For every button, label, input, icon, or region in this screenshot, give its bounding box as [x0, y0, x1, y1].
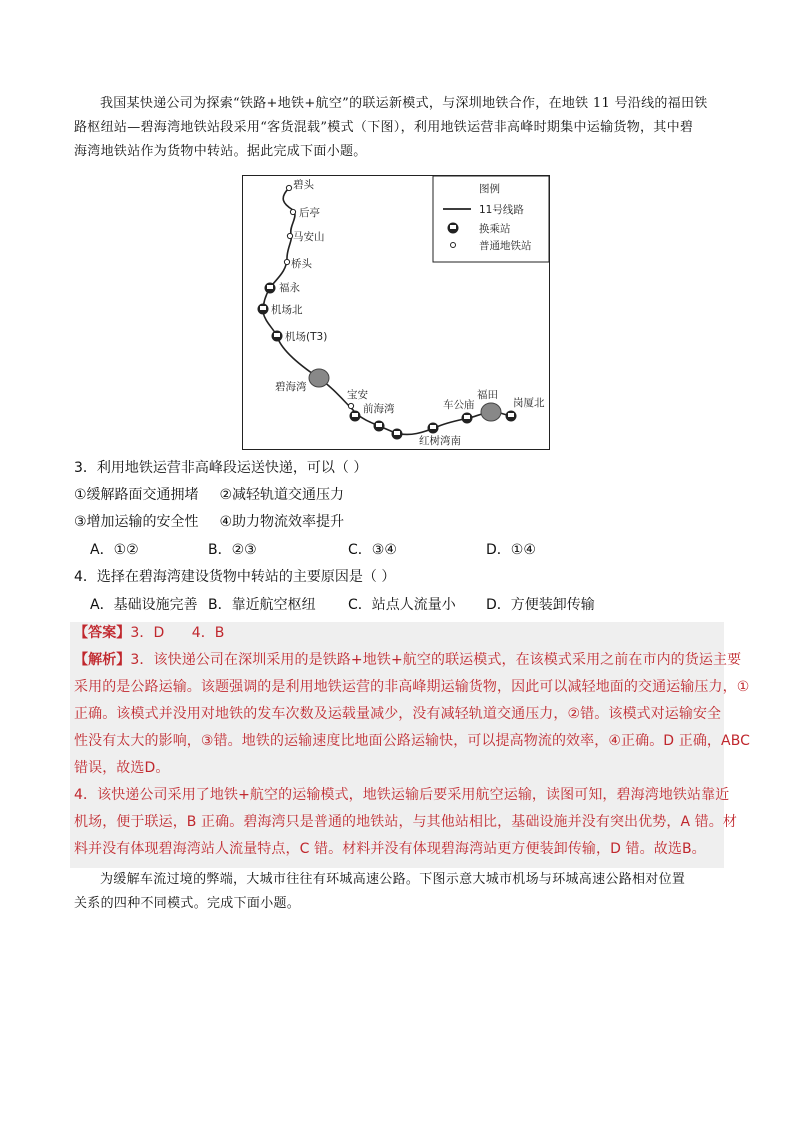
- legend-title: 图例: [479, 183, 500, 195]
- next-intro-line-2: 关系的四种不同模式。完成下面小题。: [74, 896, 301, 911]
- analysis-line-7: 机场，便于联运，B 正确。碧海湾只是普通的地铁站，与其他站相比，基础设施并没有突出优势，A 错。材: [74, 814, 737, 830]
- label-jichang: 机场(T3): [285, 331, 328, 343]
- q4-stem: 4．选择在碧海湾建设货物中转站的主要原因是（ ）: [74, 569, 396, 585]
- transfer-icon-jichang: [272, 331, 283, 342]
- analysis-line-8: 料并没有体现碧海湾站人流量特点，C 错。材料并没有体现碧海湾站更方便装卸传输，D 错。故选B。: [74, 841, 706, 857]
- q3-stem: 3．利用地铁运营非高峰段运送快递，可以（ ）: [74, 460, 368, 476]
- q3-option-c[interactable]: C．③④: [348, 542, 397, 558]
- intro-paragraph: [74, 92, 724, 164]
- label-houting: 后亭: [299, 207, 320, 219]
- q3-option-a[interactable]: A．①②: [90, 542, 139, 558]
- station-dot-qiaotou: [284, 259, 289, 264]
- transfer-icon-jichangbei: [258, 304, 269, 315]
- analysis-line-5: 错误，故选D。: [74, 760, 170, 776]
- analysis-tag: 【解析】: [74, 652, 131, 668]
- label-bitou: 碧头: [293, 179, 314, 191]
- analysis-line-1: [74, 650, 742, 670]
- next-intro-paragraph: [74, 868, 724, 916]
- label-gangxiabei: 岗厦北: [513, 397, 545, 409]
- q4-option-d[interactable]: D．方便装卸传输: [486, 597, 595, 613]
- intro-line-1: 我国某快递公司为探索“铁路+地铁+航空”的联运新模式，与深圳地铁合作，在地铁 11 号沿线的福田铁: [100, 96, 708, 111]
- legend-normal-icon: [451, 243, 456, 248]
- station-dot-houting: [290, 209, 295, 214]
- label-jichangbei: 机场北: [271, 304, 303, 316]
- q4-option-c[interactable]: C．站点人流量小: [348, 597, 456, 613]
- analysis-line-6: 4．该快递公司采用了地铁+航空的运输模式，地铁运输后要采用航空运输，读图可知，碧海湾地铁站靠近: [74, 787, 730, 803]
- next-intro-line-1: 为缓解车流过境的弊端，大城市往往有环城高速公路。下图示意大城市机场与环城高速公路相对位置: [100, 872, 686, 887]
- label-fuyong: 福永: [279, 282, 300, 294]
- label-qianhaiwan: 前海湾: [363, 403, 395, 415]
- station-dot-maanshan: [287, 233, 292, 238]
- analysis-text-1: 3．该快递公司在深圳采用的是铁路+地铁+航空的联运模式，在该模式采用之前在市内的货运主要: [130, 652, 742, 668]
- transfer-icon-station-b: [392, 429, 403, 440]
- station-dot-baoan: [348, 403, 353, 408]
- station-dot-bitou: [286, 185, 291, 190]
- label-qiaotou: 桥头: [291, 258, 312, 270]
- label-bihaiwan: 碧海湾: [275, 381, 307, 393]
- legend-transfer-icon: [448, 223, 459, 234]
- label-hongshuwannan: 红树湾南: [419, 435, 461, 447]
- answer-text: 3．D 4．B: [130, 625, 225, 641]
- transfer-icon-station-a: [374, 421, 385, 432]
- hub-futian: [481, 403, 501, 421]
- analysis-line-2: 采用的是公路运输。该题强调的是利用地铁运营的非高峰期运输货物，因此可以减轻地面的交通运输压力，①: [74, 679, 750, 695]
- q3-item-2: ②减轻轨道交通压力: [219, 487, 345, 503]
- q4-option-b[interactable]: B．靠近航空枢纽: [208, 597, 316, 613]
- intro-line-2: 路枢纽站—碧海湾地铁站段采用“客货混载”模式（下图），利用地铁运营非高峰时期集中运输货物，其中碧: [74, 120, 694, 135]
- q3-option-d[interactable]: D．①④: [486, 542, 536, 558]
- q3-option-b[interactable]: B．②③: [208, 542, 257, 558]
- legend-normal-label: 普通地铁站: [479, 240, 532, 252]
- metro-line-map: [242, 175, 550, 450]
- transfer-icon-chegongmiao: [462, 413, 473, 424]
- transfer-icon-gangxiabei: [506, 411, 517, 422]
- label-chegongmiao: 车公庙: [443, 399, 475, 411]
- answer-line: [74, 623, 724, 643]
- legend-line-label: 11号线路: [479, 204, 524, 216]
- q3-item-4: ④助力物流效率提升: [219, 514, 345, 530]
- transfer-icon-fuyong: [265, 283, 276, 294]
- transfer-icon-hongshuwannan: [428, 423, 439, 434]
- intro-line-3: 海湾地铁站作为货物中转站。据此完成下面小题。: [74, 144, 367, 159]
- label-futian: 福田: [477, 389, 498, 401]
- q3-item-1: ①缓解路面交通拥堵: [74, 487, 199, 503]
- hub-bihaiwan: [309, 369, 329, 387]
- label-baoan: 宝安: [347, 389, 368, 401]
- analysis-line-3: 正确。该模式并没用对地铁的发车次数及运载量减少，没有减轻轨道交通压力，②错。该模式对运输安全: [74, 706, 722, 722]
- transfer-icon-qianhaiwan: [350, 411, 361, 422]
- label-maanshan: 马安山: [293, 231, 325, 243]
- legend-transfer-label: 换乘站: [479, 223, 511, 235]
- q3-items-row-1: [74, 485, 344, 505]
- q3-items-row-2: [74, 512, 344, 532]
- analysis-line-4: 性没有太大的影响，③错。地铁的运输速度比地面公路运输快，可以提高物流的效率，④正确。D 正确，ABC: [74, 733, 751, 749]
- q3-item-3: ③增加运输的安全性: [74, 514, 199, 530]
- answer-tag: 【答案】: [74, 625, 131, 641]
- metro-map-svg: [243, 176, 549, 449]
- q4-option-a[interactable]: A．基础设施完善: [90, 597, 198, 613]
